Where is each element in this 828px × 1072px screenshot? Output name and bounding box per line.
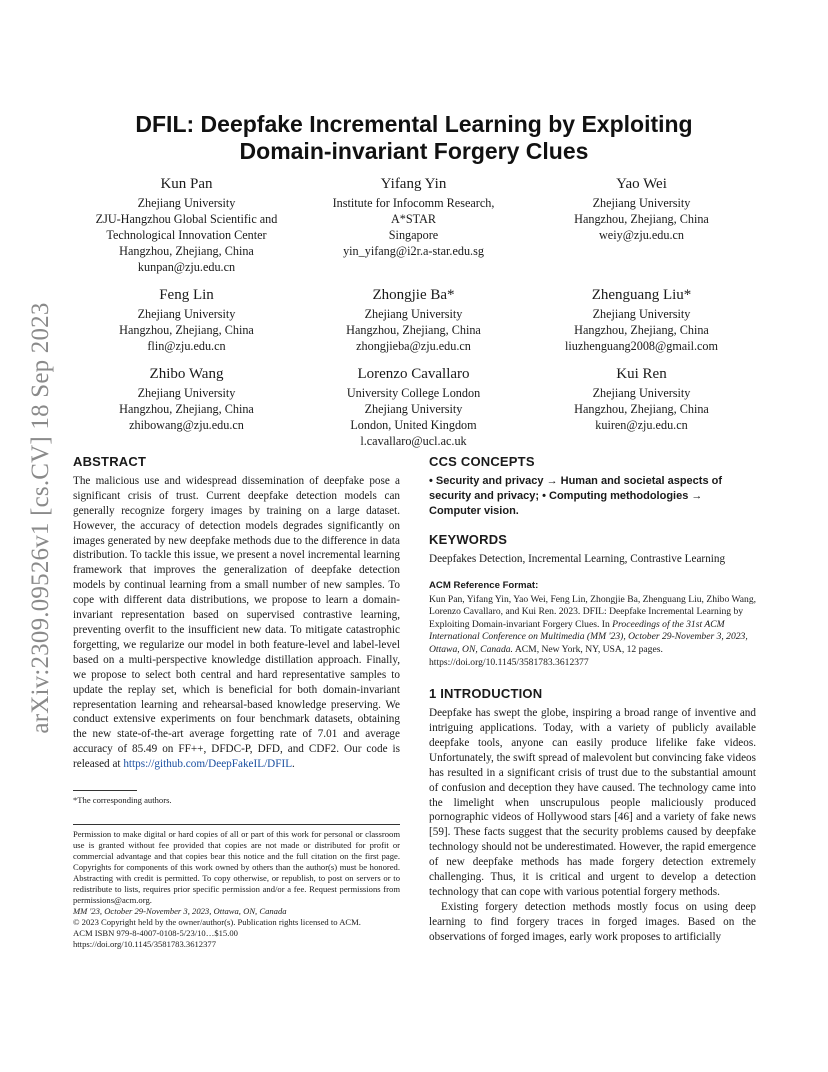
- author-row: [73, 365, 755, 448]
- left-column: [73, 455, 400, 950]
- author-email: liuzhenguang2008@gmail.com: [564, 339, 719, 353]
- author-email: weiy@zju.edu.cn: [599, 228, 684, 242]
- author-name: Kui Ren: [616, 366, 667, 382]
- affiliation-line: Institute for Infocomm Research,: [332, 196, 495, 210]
- affiliation-line: Hangzhou, Zhejiang, China: [119, 323, 254, 337]
- affiliation-line: ZJU-Hangzhou Global Scientific and: [95, 212, 278, 226]
- arxiv-side-label: arXiv:2309.09526v1 [cs.CV] 18 Sep 2023: [27, 302, 54, 734]
- author-email: zhongjieba@zju.edu.cn: [356, 339, 471, 353]
- affiliation-line: Hangzhou, Zhejiang, China: [574, 212, 709, 226]
- intro-paragraph-2: Existing forgery detection methods mostly focus on using deep learning to find forgery traces in forged images. Based on the observations of forged images, early work proposes to artificially: [429, 900, 756, 943]
- author-card: [300, 175, 527, 259]
- author-name: Feng Lin: [159, 287, 214, 303]
- reference-text: [429, 594, 756, 670]
- right-column: [429, 455, 756, 945]
- isbn-line: ACM ISBN 979-8-4007-0108-5/23/10…$15.00: [73, 928, 238, 939]
- author-email: zhibowang@zju.edu.cn: [129, 418, 244, 432]
- abstract-heading: ABSTRACT: [73, 454, 147, 469]
- affiliation-line: Zhejiang University: [364, 402, 463, 416]
- affiliation-line: Zhejiang University: [592, 196, 691, 210]
- reference-body: Kun Pan, Yifang Yin, Yao Wei, Feng Lin, Zhongjie Ba, Zhenguang Liu, Zhibo Wang, Lorenzo Cavallaro, and Kui Ren. 2023. DFIL: Deepfake Incremental Learning by Exploiting Domain-invariant Forgery Clues. In: [429, 593, 757, 630]
- author-card: [300, 365, 527, 449]
- author-name: Kun Pan: [160, 176, 213, 192]
- affiliation-line: Zhejiang University: [364, 307, 463, 321]
- author-card: [73, 175, 300, 275]
- affiliation-line: Hangzhou, Zhejiang, China: [119, 244, 254, 258]
- author-row: [73, 286, 755, 366]
- author-name: Yao Wei: [616, 176, 667, 192]
- affiliation-line: London, United Kingdom: [350, 418, 477, 432]
- author-name: Zhibo Wang: [149, 366, 224, 382]
- doi-line[interactable]: https://doi.org/10.1145/3581783.3612377: [73, 939, 216, 950]
- title-line-2: Domain-invariant Forgery Clues: [239, 138, 589, 164]
- author-email: kuiren@zju.edu.cn: [595, 418, 688, 432]
- author-email: l.cavallaro@ucl.ac.uk: [360, 434, 467, 448]
- footnote-rule: [73, 790, 137, 791]
- reference-heading: ACM Reference Format:: [429, 579, 539, 591]
- affiliation-line: Technological Innovation Center: [106, 228, 267, 242]
- permission-text: Permission to make digital or hard copies of all or part of this work for personal or classroom use is granted without fee provided that copies are not made or distributed for profit or commercial advantage and that copies bear this notice and the full citation on the first page. Copyrights for components of this work owned by others than the author(s) must be honored. Abstracting with credit is permitted. To copy otherwise, or republish, to post on servers or to redistribute to lists, requires prior specific permission and/or a fee. Request permissions from permissions@acm.org.: [73, 829, 400, 906]
- affiliation-line: Zhejiang University: [592, 307, 691, 321]
- abstract-body: The malicious use and widespread dissemination of deepfake pose a significant crisis of trust. Current deepfake detection models can generally recognize forgery images by training on a large dataset. However, the accuracy of detection models degrades significantly on images generated by new deepfake methods due to the difference in data distribution. To tackle this issue, we present a novel incremental learning framework that improves the generalization of deepfake detection models by continual learning from a small number of new samples. To cope with different data distributions, we propose to learn a domain-invariant representation based on supervised contrastive learning, preventing overfit to the insufficient new data. To mitigate catastrophic forgetting, we regularize our model in both feature-level and label-level based on a multi-perspective knowledge distillation approach. Finally, we propose to select both central and hard representative samples to update the replay set, which is beneficial for both domain-invariant representation learning and rehearsal-based knowledge preserving. We conduct extensive experiments on four benchmark datasets, obtaining the new state-of-the-art average forgetting rate of 7.01 and average accuracy of 85.49 on FF++, DFDC-P, DFD, and CDF2. Our code is released at: [73, 474, 400, 771]
- author-name: Lorenzo Cavallaro: [357, 366, 470, 382]
- affiliation-line: Hangzhou, Zhejiang, China: [574, 402, 709, 416]
- abstract-text: [73, 474, 400, 772]
- affiliation-line: University College London: [346, 386, 481, 400]
- author-card: [528, 286, 755, 354]
- author-name: Zhenguang Liu*: [591, 287, 692, 303]
- affiliation-line: Hangzhou, Zhejiang, China: [574, 323, 709, 337]
- permission-block: [73, 824, 400, 950]
- intro-paragraph-1: Deepfake has swept the globe, inspiring a broad range of inventive and intriguing applications. Today, with a variety of publicly available deepfake tools, anyone can easily produce lifelike fake videos. Unfortunately, the swift spread of malevolent but convincing fake videos has resulted in a significant crisis of trust due to the substantial amount of confusion and deception they have caused. The technology came into the limelight when unscrupulous people maliciously produced pornographic videos of Hollywood stars [46] and a variety of fake news [59]. These facts suggest that the security problems caused by deepfake technology should not be underestimated. However, the rapid emergence of new deepfake methods has made forgery detection extremely challenging. Thus, it is critical and urgent to develop a detection technology that can cope with various potential forgery methods.: [429, 707, 756, 898]
- author-email: yin_yifang@i2r.a-star.edu.sg: [343, 244, 484, 258]
- keywords-text: Deepfakes Detection, Incremental Learning, Contrastive Learning: [429, 552, 726, 565]
- author-card: [528, 365, 755, 433]
- author-name: Yifang Yin: [380, 176, 447, 192]
- abstract-end: .: [292, 758, 295, 771]
- affiliation-line: A*STAR: [390, 212, 437, 226]
- affiliation-line: Zhejiang University: [137, 386, 236, 400]
- affiliation-line: Zhejiang University: [137, 307, 236, 321]
- code-link[interactable]: https://github.com/DeepFakeIL/DFIL: [123, 758, 293, 771]
- ccs-heading: CCS CONCEPTS: [429, 454, 535, 469]
- author-email: kunpan@zju.edu.cn: [137, 260, 236, 274]
- affiliation-line: Hangzhou, Zhejiang, China: [346, 323, 481, 337]
- corresponding-footnote: *The corresponding authors.: [73, 795, 172, 806]
- author-card: [300, 286, 527, 354]
- keywords-heading: KEYWORDS: [429, 531, 508, 547]
- reference-proceedings: Proceedings of the 31st ACM International Conference on Multimedia (MM '23), October 29-November 3, 2023, Ottawa, ON, Canada.: [429, 618, 748, 655]
- affiliation-line: Singapore: [388, 228, 439, 242]
- affiliation-line: Zhejiang University: [592, 386, 691, 400]
- author-card: [73, 365, 300, 433]
- reference-tail: ACM, New York, NY, USA, 12 pages. https://doi.org/10.1145/3581783.3612377: [429, 644, 663, 668]
- affiliation-line: Zhejiang University: [137, 196, 236, 210]
- affiliation-line: Hangzhou, Zhejiang, China: [119, 402, 254, 416]
- ccs-text: • Security and privacy → Human and societal aspects of security and privacy; • Computing methodologies → Computer vision.: [429, 474, 723, 517]
- author-email: flin@zju.edu.cn: [147, 339, 226, 353]
- introduction-heading: 1 INTRODUCTION: [429, 686, 543, 702]
- author-card: [73, 286, 300, 354]
- author-name: Zhongjie Ba*: [372, 287, 455, 303]
- copyright-line: © 2023 Copyright held by the owner/author(s). Publication rights licensed to ACM.: [73, 917, 361, 928]
- author-card: [528, 175, 755, 243]
- title-line-1: DFIL: Deepfake Incremental Learning by Exploiting: [135, 111, 693, 137]
- author-row: [73, 175, 755, 274]
- venue-line: MM '23, October 29-November 3, 2023, Ottawa, ON, Canada: [73, 906, 287, 917]
- paper-title: [73, 111, 755, 165]
